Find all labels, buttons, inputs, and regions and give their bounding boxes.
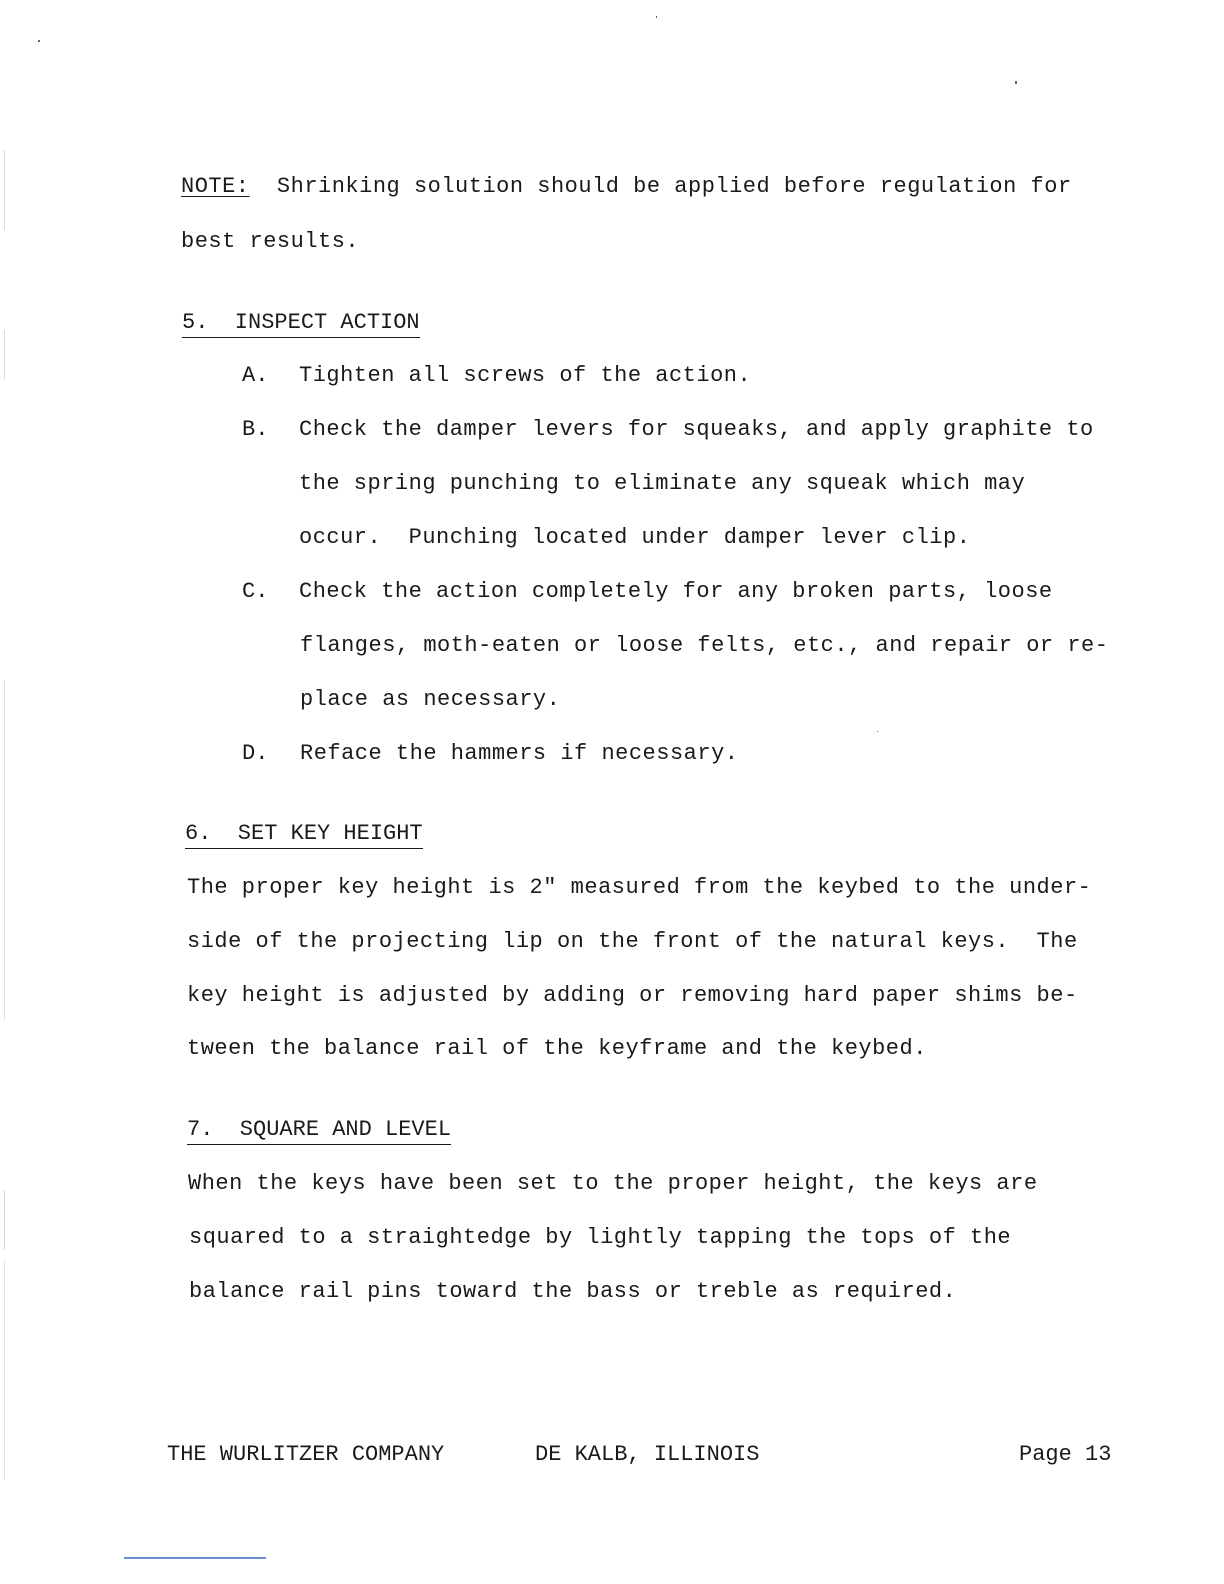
item-5c-line-3: place as necessary. — [300, 687, 561, 712]
item-5c-marker: C. — [242, 579, 269, 604]
section-7-line-3: balance rail pins toward the bass or treble as required. — [189, 1279, 957, 1304]
scan-speck — [877, 731, 878, 732]
item-5a-marker: A. — [242, 363, 269, 388]
section-6-line-3: key height is adjusted by adding or removing hard paper shims be- — [187, 983, 1078, 1008]
item-5b-line-1: Check the damper levers for squeaks, and apply graphite to — [299, 417, 1094, 442]
item-5d-marker: D. — [242, 741, 269, 766]
note-text-1: Shrinking solution should be applied before regulation for — [276, 174, 1072, 199]
section-5-heading: 5. INSPECT ACTION — [182, 309, 420, 338]
item-5b-line-3: occur. Punching located under damper lever clip. — [299, 525, 971, 550]
bottom-blue-rule — [124, 1557, 266, 1559]
section-7-heading: 7. SQUARE AND LEVEL — [187, 1116, 451, 1145]
item-5b-marker: B. — [242, 417, 269, 442]
scan-edge-mark — [4, 330, 5, 380]
scan-speck — [1015, 81, 1017, 84]
scan-edge-mark — [4, 1260, 5, 1480]
item-5b-line-2: the spring punching to eliminate any squeak which may — [299, 471, 1026, 496]
section-7-line-1: When the keys have been set to the proper height, the keys are — [188, 1171, 1038, 1196]
note-line-2: best results. — [181, 229, 360, 254]
item-5a-line-1: Tighten all screws of the action. — [299, 363, 752, 388]
scan-edge-mark — [4, 680, 5, 1020]
footer-location: DE KALB, ILLINOIS — [535, 1442, 760, 1467]
scan-edge-mark — [4, 150, 5, 230]
section-6-line-2: side of the projecting lip on the front of the natural keys. The — [187, 929, 1078, 954]
scan-edge-mark — [4, 1190, 5, 1250]
item-5d-line-1: Reface the hammers if necessary. — [300, 741, 739, 766]
footer-company: THE WURLITZER COMPANY — [167, 1442, 445, 1467]
section-6-line-1: The proper key height is 2" measured from the keybed to the under- — [187, 875, 1092, 900]
note-line-1 — [181, 173, 1072, 201]
section-6-heading: 6. SET KEY HEIGHT — [185, 820, 423, 849]
note-label: NOTE: — [181, 174, 250, 199]
section-6-line-4: tween the balance rail of the keyframe and the keybed. — [187, 1036, 927, 1061]
section-7-line-2: squared to a straightedge by lightly tapping the tops of the — [189, 1225, 1012, 1250]
item-5c-line-2: flanges, moth-eaten or loose felts, etc., and repair or re- — [300, 633, 1109, 658]
scan-speck — [38, 40, 40, 42]
footer-page-number: Page 13 — [1019, 1442, 1112, 1467]
item-5c-line-1: Check the action completely for any broken parts, loose — [299, 579, 1053, 604]
scan-speck — [656, 16, 657, 18]
